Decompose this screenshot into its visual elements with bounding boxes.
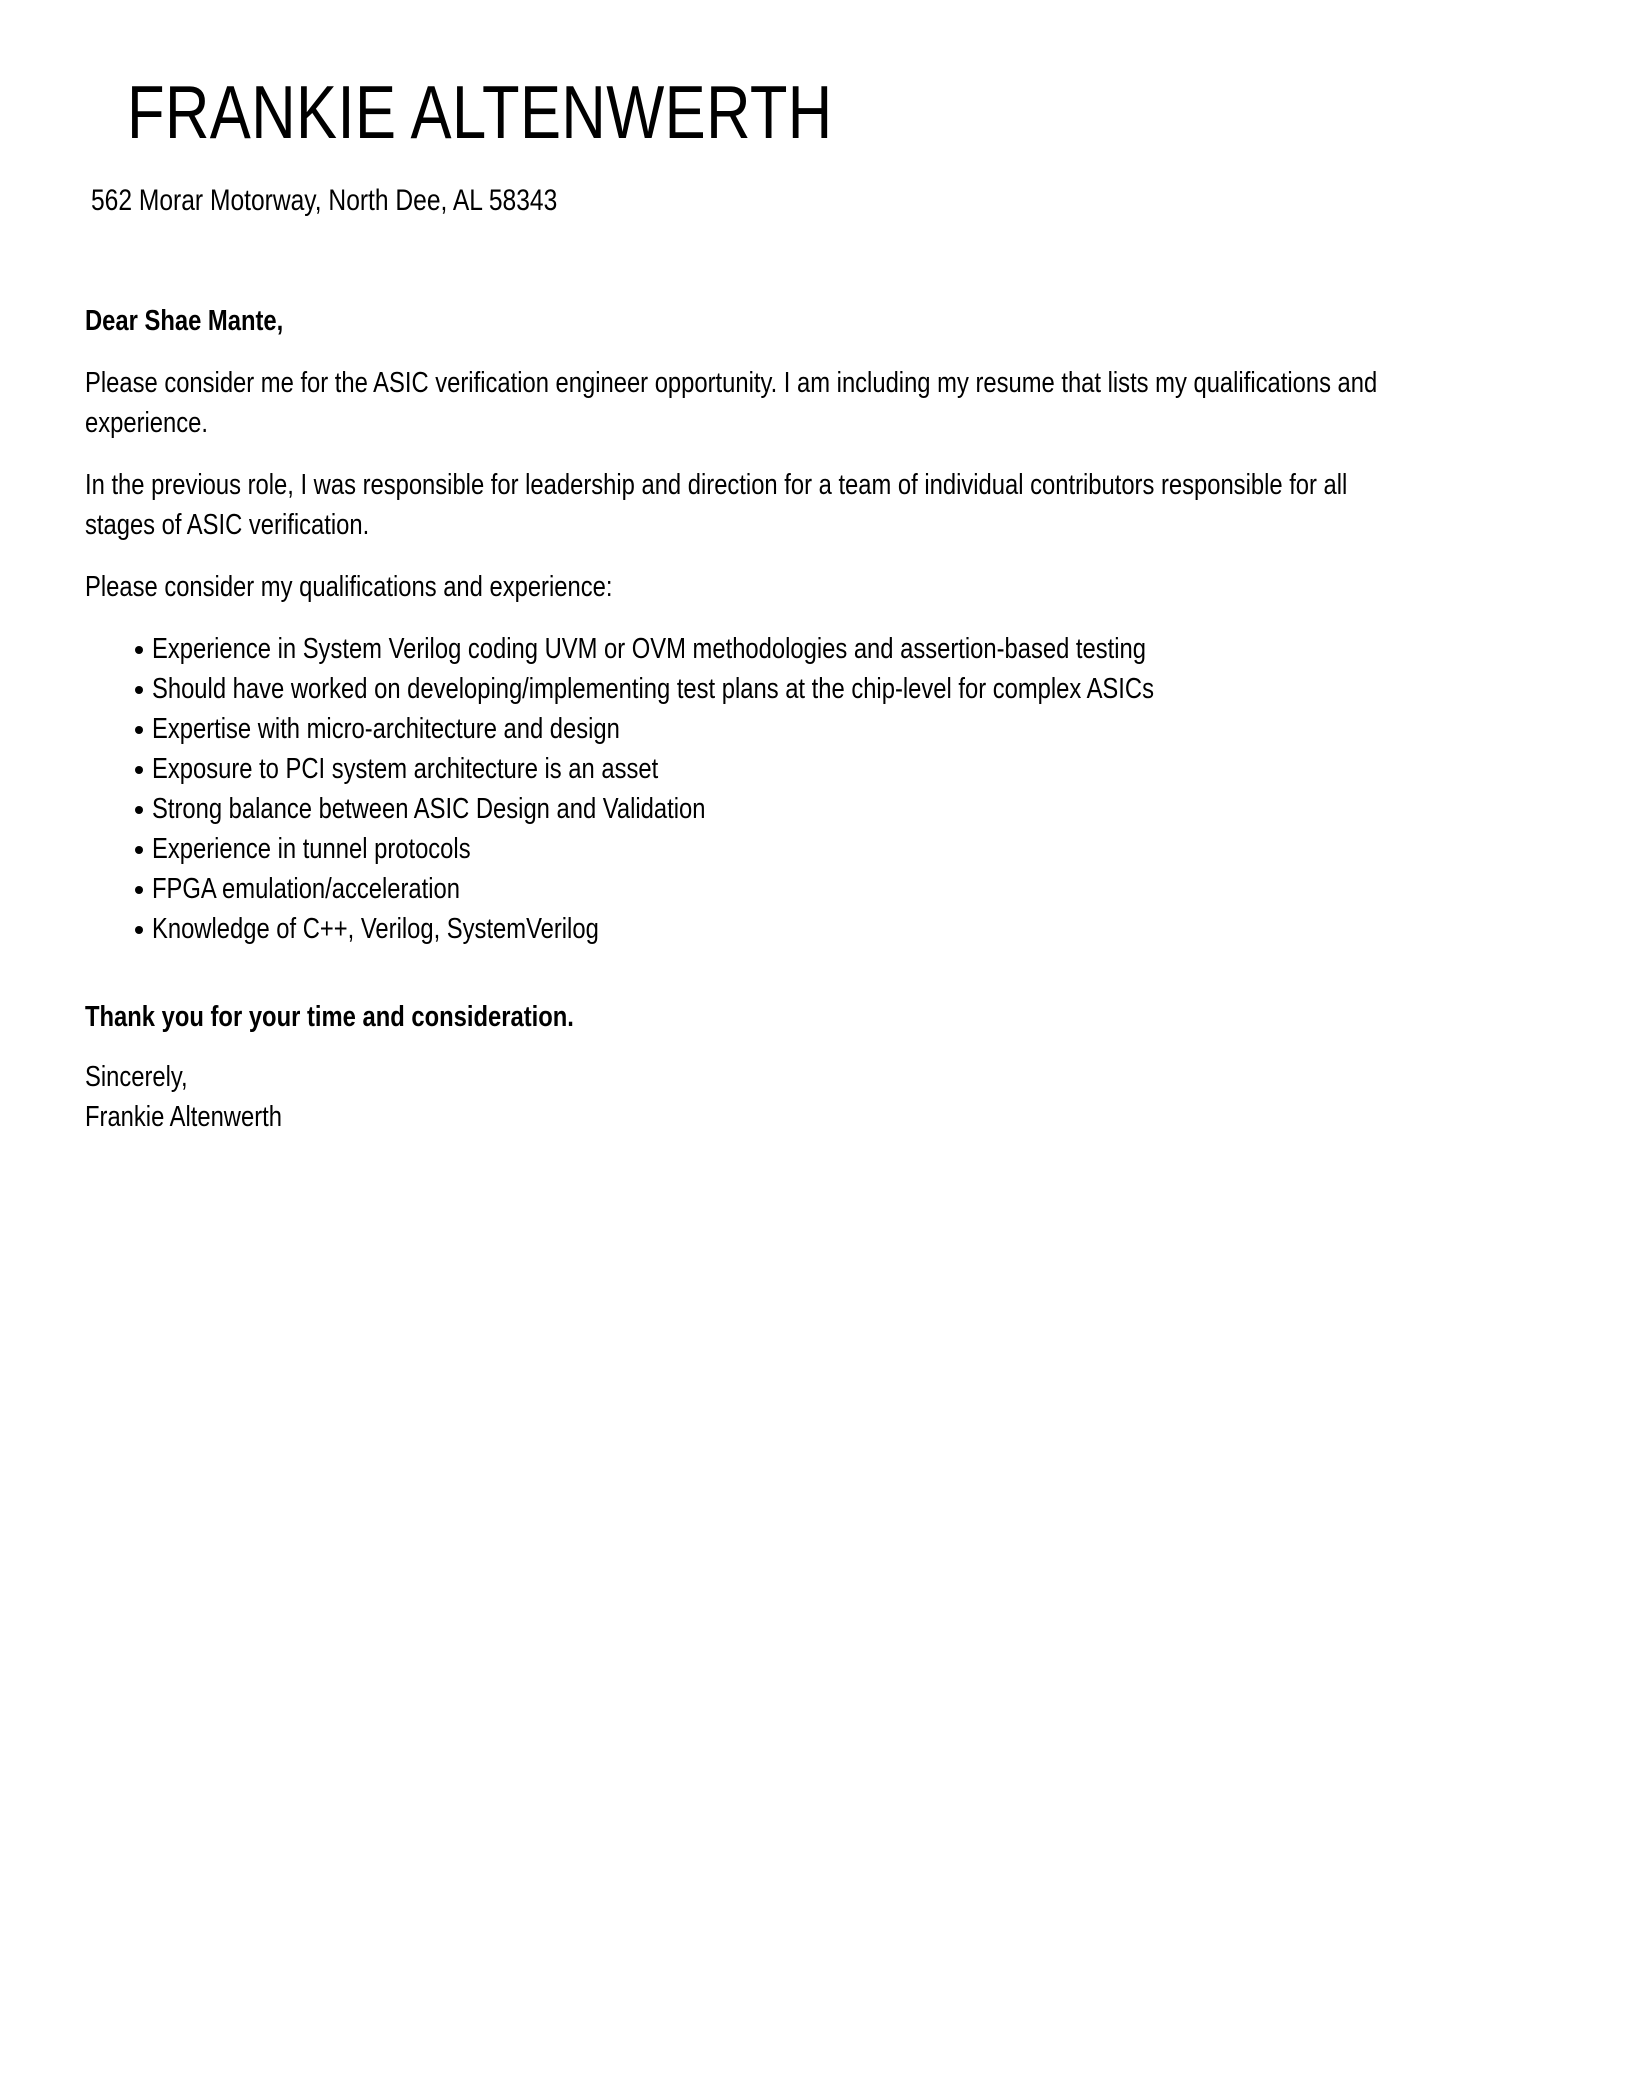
qualification-item (85, 669, 1632, 709)
bullet-dot-icon (135, 846, 143, 854)
qualification-item (85, 869, 1632, 909)
qualification-text: Exposure to PCI system architecture is an asset (152, 753, 659, 785)
qualification-text: Knowledge of C++, Verilog, SystemVerilog (152, 913, 599, 945)
qualification-item (85, 909, 1632, 949)
qualification-text: FPGA emulation/acceleration (152, 873, 460, 905)
candidate-address (91, 183, 1632, 219)
intro-paragraph-line-1: Please consider me for the ASIC verification engineer opportunity. I am including my resume that lists my qualifications and (85, 367, 1378, 399)
greeting: Dear Shae Mante, (85, 305, 284, 337)
qualification-item (85, 789, 1632, 829)
candidate-name (127, 70, 1632, 154)
bullet-dot-icon (135, 926, 143, 934)
qualification-item (85, 829, 1632, 869)
candidate-address-text: 562 Morar Motorway, North Dee, AL 58343 (91, 184, 558, 217)
qualification-text: Expertise with micro-architecture and design (152, 713, 620, 745)
previous-role-paragraph (85, 465, 1632, 545)
qualification-text: Strong balance between ASIC Design and Validation (152, 793, 706, 825)
qualifications-list (85, 629, 1632, 949)
bullet-dot-icon (135, 646, 143, 654)
bullet-dot-icon (135, 766, 143, 774)
previous-role-line-2: stages of ASIC verification. (85, 509, 370, 541)
qualification-text: Should have worked on developing/implementing test plans at the chip-level for complex ASICs (152, 673, 1154, 705)
intro-paragraph-line-2: experience. (85, 407, 208, 439)
qualification-item (85, 709, 1632, 749)
candidate-name-text: FRANKIE ALTENWERTH (127, 70, 833, 154)
sign-off: Sincerely, (85, 1061, 188, 1093)
qualification-item (85, 629, 1632, 669)
previous-role-line-1: In the previous role, I was responsible for leadership and direction for a team of individual contributors responsible for all (85, 469, 1348, 501)
thank-you-line: Thank you for your time and consideration. (85, 1001, 574, 1033)
bullet-dot-icon (135, 726, 143, 734)
qualifications-lead: Please consider my qualifications and experience: (85, 571, 613, 603)
intro-paragraph (85, 363, 1632, 443)
letter-body (85, 301, 1632, 1137)
bullet-dot-icon (135, 886, 143, 894)
bullet-dot-icon (135, 686, 143, 694)
qualification-text: Experience in tunnel protocols (152, 833, 471, 865)
qualification-item (85, 749, 1632, 789)
bullet-dot-icon (135, 806, 143, 814)
signature-name: Frankie Altenwerth (85, 1101, 282, 1133)
qualification-text: Experience in System Verilog coding UVM or OVM methodologies and assertion-based testing (152, 633, 1146, 665)
closing-block (85, 1057, 1632, 1137)
